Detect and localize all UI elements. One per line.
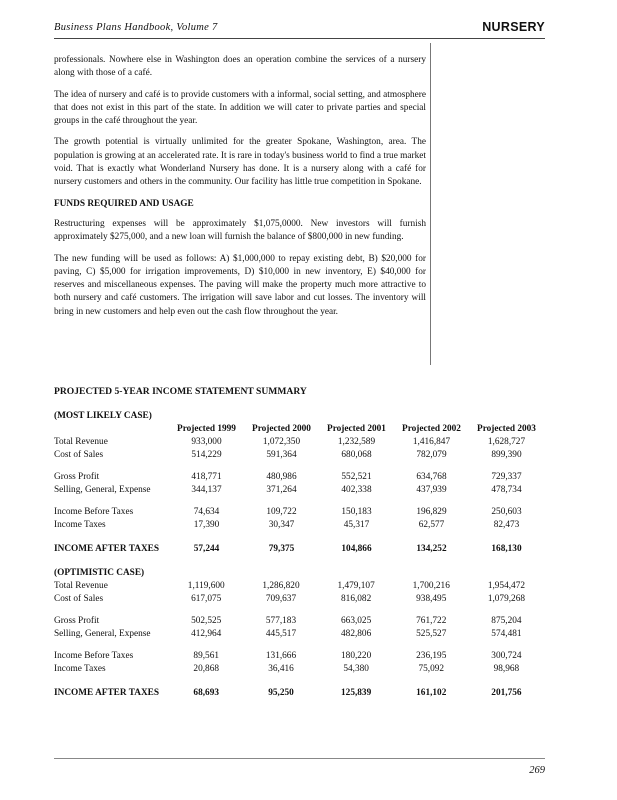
paragraph: The idea of nursery and café is to provide customers with a informal, social setting, and atmosphere that does not exist in this part of the state. In addition we will cater to private parties and special groups in the café throughout the year.	[54, 89, 426, 127]
paragraph: The new funding will be used as follows: A) $1,000,000 to repay existing debt, B) $20,000 for paving, C) $5,000 for irrigation improvements, D) $10,000 in new inventory, E) $40,000 for reserves and miscellaneous expenses. The paving will make the property much more attractive to both nursery and café customers. The irrigation will save labor and cut losses. The inventory will bring in new customers and help even out the cash flow throughout the year.	[54, 253, 426, 317]
cell: 1,479,107	[337, 580, 375, 591]
cell: 577,183	[265, 615, 297, 626]
cell: 1,628,727	[487, 436, 526, 447]
cell: 899,390	[491, 449, 522, 460]
case-label: (MOST LIKELY CASE)	[54, 410, 152, 421]
cell: 125,839	[341, 687, 372, 698]
cell: 816,082	[341, 593, 372, 604]
table-row	[54, 592, 544, 605]
table-row	[54, 448, 544, 461]
book-title: Business Plans Handbook, Volume 7	[54, 22, 218, 33]
paragraph: The growth potential is virtually unlimited for the greater Spokane, Washington, area. The population is growing at an accelerated rate. It is rare in today's business world to find a true market void. That is exactly what Wonderland Nursery has done. It is a nursery along with a café for nursery customers and others in the community. Our facility has little true competition in Spokane.	[54, 137, 426, 188]
cell: 180,220	[341, 650, 372, 661]
table-row	[54, 627, 544, 640]
cell: 57,244	[193, 543, 220, 554]
cell: 1,416,847	[412, 436, 451, 447]
row-label: Gross Profit	[54, 471, 100, 482]
cell: 617,075	[191, 593, 222, 604]
cell: 1,700,216	[412, 580, 450, 591]
page-number: 269	[529, 765, 545, 776]
cell: 54,380	[343, 663, 369, 674]
body-text	[54, 54, 426, 327]
cell: 634,768	[416, 471, 447, 482]
section-title: NURSERY	[482, 20, 545, 34]
cell: 300,724	[491, 650, 522, 661]
cell: 36,416	[268, 663, 294, 674]
cell: 1,954,472	[487, 580, 525, 591]
cell: 98,968	[493, 663, 520, 674]
cell: 168,130	[491, 543, 522, 554]
case-label: (OPTIMISTIC CASE)	[54, 567, 145, 578]
page-header	[54, 20, 545, 38]
cell: 201,756	[491, 687, 522, 698]
table-row	[54, 662, 544, 675]
cell: 478,734	[491, 484, 522, 495]
column-rule	[430, 43, 431, 365]
row-label: Cost of Sales	[54, 593, 104, 604]
cell: 525,527	[416, 628, 447, 639]
row-label: Cost of Sales	[54, 449, 104, 460]
cell: 109,722	[266, 506, 297, 517]
cell: 95,250	[268, 687, 294, 698]
row-label: INCOME AFTER TAXES	[54, 543, 160, 554]
table-row	[54, 470, 544, 483]
cell: 445,517	[265, 628, 297, 639]
cell: 875,204	[491, 615, 522, 626]
paragraph: Restructuring expenses will be approximately $1,075,0000. New investors will furnish approximately $275,000, and a new loan will furnish the balance of $800,000 in new funding.	[54, 218, 426, 243]
row-label: Income Before Taxes	[54, 506, 134, 517]
row-label: Total Revenue	[54, 580, 108, 591]
optimistic-table	[54, 566, 544, 699]
cell: 1,232,589	[337, 436, 376, 447]
header-rule	[54, 38, 545, 39]
cell: 402,338	[341, 484, 372, 495]
cell: 196,829	[416, 506, 447, 517]
cell: 1,119,600	[187, 580, 225, 591]
column-header: Projected 2002	[402, 423, 461, 434]
cell: 89,561	[193, 650, 219, 661]
table-row	[54, 518, 544, 531]
cell: 761,722	[416, 615, 447, 626]
cell: 82,473	[493, 519, 520, 530]
row-label: Income Taxes	[54, 663, 106, 674]
cell: 150,183	[341, 506, 372, 517]
row-label: Selling, General, Expense	[54, 628, 151, 639]
funds-heading: FUNDS REQUIRED AND USAGE	[54, 198, 194, 209]
cell: 591,364	[266, 449, 297, 460]
column-header: Projected 1999	[177, 423, 236, 434]
table-row	[54, 505, 544, 518]
cell: 680,068	[341, 449, 372, 460]
column-header: Projected 2003	[477, 423, 536, 434]
cell: 68,693	[193, 687, 219, 698]
cell: 161,102	[416, 687, 447, 698]
cell: 502,525	[191, 615, 222, 626]
table-row	[54, 483, 544, 496]
cell: 74,634	[193, 506, 220, 517]
cell: 75,092	[418, 663, 445, 674]
total-row	[54, 686, 544, 699]
statement-title: PROJECTED 5-YEAR INCOME STATEMENT SUMMARY	[54, 386, 307, 397]
cell: 933,000	[191, 436, 222, 447]
cell: 418,771	[191, 471, 222, 482]
row-label: Income Taxes	[54, 519, 106, 530]
table-row	[54, 579, 544, 592]
cell: 134,252	[416, 543, 447, 554]
cell: 938,495	[416, 593, 447, 604]
table-row	[54, 614, 544, 627]
cell: 250,603	[491, 506, 522, 517]
row-label: Gross Profit	[54, 615, 100, 626]
cell: 514,229	[191, 449, 222, 460]
cell: 79,375	[268, 543, 295, 554]
cell: 17,390	[193, 519, 220, 530]
cell: 236,195	[416, 650, 447, 661]
column-header: Projected 2000	[252, 423, 311, 434]
cell: 344,137	[191, 484, 222, 495]
cell: 729,337	[491, 471, 522, 482]
cell: 20,868	[193, 663, 219, 674]
footer-rule	[54, 758, 545, 759]
cell: 104,866	[341, 543, 372, 554]
cell: 480,986	[266, 471, 297, 482]
cell: 663,025	[341, 615, 372, 626]
total-row	[54, 542, 544, 555]
row-label: Selling, General, Expense	[54, 484, 151, 495]
cell: 371,264	[266, 484, 297, 495]
column-header-row	[54, 422, 544, 435]
cell: 412,964	[191, 628, 222, 639]
cell: 45,317	[343, 519, 370, 530]
cell: 30,347	[268, 519, 295, 530]
most-likely-table	[54, 409, 544, 555]
cell: 437,939	[416, 484, 447, 495]
table-row	[54, 435, 544, 448]
cell: 782,079	[416, 449, 447, 460]
cell: 1,072,350	[262, 436, 301, 447]
cell: 62,577	[418, 519, 445, 530]
column-header: Projected 2001	[327, 423, 386, 434]
cell: 131,666	[265, 650, 297, 661]
paragraph: professionals. Nowhere else in Washington does an operation combine the services of a nursery along with those of a café.	[54, 55, 426, 79]
row-label: Income Before Taxes	[54, 650, 134, 661]
cell: 709,637	[265, 593, 297, 604]
row-label: Total Revenue	[54, 436, 108, 447]
row-label: INCOME AFTER TAXES	[54, 687, 160, 698]
cell: 574,481	[491, 628, 522, 639]
cell: 552,521	[341, 471, 372, 482]
table-row	[54, 649, 544, 662]
cell: 1,286,820	[262, 580, 300, 591]
cell: 482,806	[341, 628, 372, 639]
cell: 1,079,268	[487, 593, 525, 604]
